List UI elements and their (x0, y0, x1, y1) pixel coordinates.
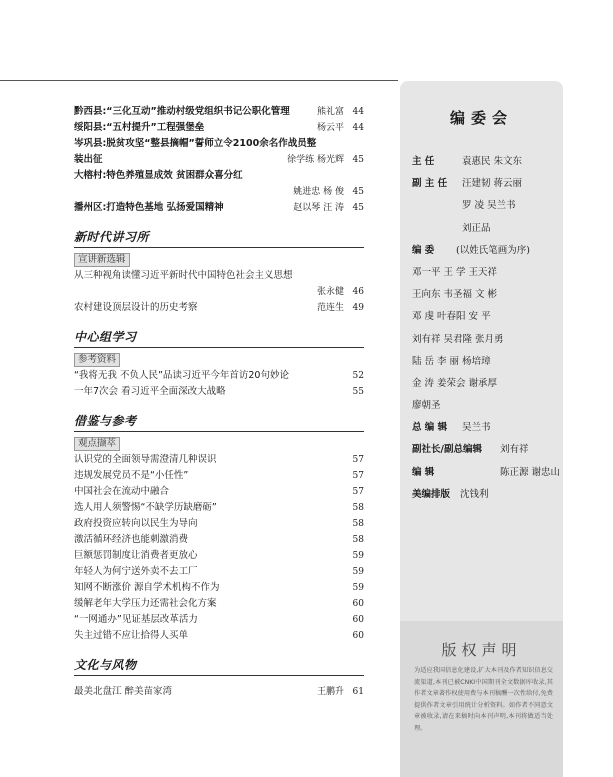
toc-entry-page: 45 (352, 155, 364, 165)
toc-entry-author: 杨云平 (316, 123, 344, 133)
editorial-row (412, 462, 562, 484)
editorial-names: 邓 虔 叶春阳 安 平 (412, 311, 491, 323)
editorial-names: 吴兰书 (462, 422, 491, 434)
editorial-names: 陈正源 谢忠山 (500, 466, 561, 478)
editorial-names: 沈钱利 (460, 488, 489, 500)
editorial-board-list (412, 151, 562, 506)
editorial-role: 编 委 (412, 244, 435, 256)
editorial-row (412, 417, 562, 439)
subsection-tag (74, 436, 364, 452)
editorial-names: 袁惠民 朱文东 (462, 156, 523, 167)
toc-entry-page: 57 (352, 487, 364, 497)
toc-entry[interactable] (74, 184, 364, 200)
toc-entry[interactable] (74, 580, 364, 596)
subsection-tag (74, 252, 364, 268)
copyright-box (400, 621, 563, 777)
editorial-row (412, 173, 562, 195)
toc-entry[interactable] (74, 564, 364, 580)
toc-entry[interactable] (74, 268, 364, 284)
editorial-names: 邓一平 王 学 王天祥 (412, 266, 498, 278)
toc-entry-page: 45 (352, 187, 364, 197)
editorial-names: 王向东 韦圣福 文 彬 (412, 289, 498, 301)
section-heading (74, 325, 364, 348)
toc-entry[interactable] (74, 516, 364, 532)
toc-entry-title: 大榕村:特色养殖显成效 贫困群众喜分红 (74, 170, 243, 181)
toc-entry-title: 中国社会在流动中融合 (74, 486, 170, 497)
editorial-names: 刘正品 (462, 222, 491, 234)
toc-entry-title: 认识党的全面领导需澄清几种误识 (74, 454, 217, 465)
subsection-tag (74, 352, 364, 368)
editorial-row (412, 151, 562, 173)
toc-entry-title: 政府投资应转向以民生为导向 (74, 518, 198, 529)
toc-entry-page: 59 (352, 551, 364, 561)
editorial-names: 廖朝圣 (412, 400, 441, 412)
toc-entry[interactable] (74, 200, 364, 216)
toc-entry[interactable] (74, 532, 364, 548)
copyright-text: 为适应我国信息化建设,扩大本刊及作者知识信息交流渠道,本刊已被CNKI中国期刊全文数据库收录,其作者文章著作权使用费与本刊稿酬一次性给付,免费提供作者文章引用统计分析资料。如作者不同意文章被收录,请在来稿时向本刊声明,本刊将做适当处理。 (414, 667, 553, 732)
toc-entry-author: 王鹏升 (316, 687, 344, 697)
toc-entry-page: 58 (352, 535, 364, 545)
toc-entry-page: 60 (352, 631, 364, 641)
editorial-names: 陆 岳 李 丽 杨培璋 (412, 355, 491, 367)
toc-entry[interactable] (74, 300, 364, 316)
toc-entry-author: 赵以琴 汪 涛 (293, 203, 344, 213)
editorial-row (412, 218, 562, 240)
editorial-role: 美编排版 (412, 488, 451, 500)
editorial-row (412, 439, 562, 461)
toc-entry-title: 岑巩县:脱贫攻坚“整县摘帽”誓师立令2100余名作战员整 (74, 138, 317, 149)
toc-entry[interactable] (74, 484, 364, 500)
toc-entry-page: 58 (352, 519, 364, 529)
toc-entry[interactable] (74, 136, 364, 152)
toc-entry-title: 失主过错不应让拾得人买单 (74, 630, 189, 641)
toc-entry[interactable] (74, 548, 364, 564)
editorial-role: 编 辑 (412, 466, 435, 478)
section-heading (74, 225, 364, 248)
toc-entry-title: 农村建设顶层设计的历史考察 (74, 302, 198, 313)
editorial-role: 副 主 任 (412, 178, 448, 190)
toc-entry-title: 从三种视角读懂习近平新时代中国特色社会主义思想 (74, 270, 293, 281)
toc-entry-page: 57 (352, 455, 364, 465)
toc-entry-page: 60 (352, 599, 364, 609)
section-heading (74, 653, 364, 676)
toc-entry-title: 年轻人为何宁送外卖不去工厂 (74, 566, 198, 577)
toc-entry-page: 61 (352, 687, 364, 697)
toc-entry[interactable] (74, 468, 364, 484)
editorial-board-title: 编委会 (449, 109, 513, 127)
toc-entry[interactable] (74, 684, 364, 700)
toc-entry-author: 张永健 (316, 287, 344, 297)
editorial-role: 副社长/副总编辑 (412, 444, 482, 456)
toc-entry-title: 知网不断涨价 源自学术机构不作为 (74, 582, 220, 593)
editorial-row (412, 284, 562, 306)
toc-entry[interactable] (74, 168, 364, 184)
toc-entry-author: 姚进忠 杨 俊 (293, 187, 344, 197)
toc-entry[interactable] (74, 596, 364, 612)
toc-entry-page: 45 (352, 203, 364, 213)
toc-entry-title: 最美北盘江 醉美苗家湾 (74, 686, 173, 697)
toc-entry-page: 44 (352, 123, 364, 133)
toc-entry-title: 播州区:打造特色基地 弘扬爱国精神 (74, 202, 224, 213)
toc-entry[interactable] (74, 152, 364, 168)
editorial-names: 刘有祥 吴君隆 张月勇 (412, 333, 504, 345)
toc-entry[interactable] (74, 384, 364, 400)
toc-entry-title: 黔西县:“三化互动”推动村级党组织书记公职化管理 (74, 106, 290, 117)
subsection-tag-label: 参考资料 (74, 353, 120, 367)
editorial-row (412, 351, 562, 373)
section-heading (74, 409, 364, 432)
toc-entry-page: 46 (352, 287, 364, 297)
toc-entry-page: 55 (352, 387, 364, 397)
editorial-row (412, 240, 562, 262)
section-heading-label: 文化与风物 (74, 658, 137, 672)
toc-entry-title: 一年7次会 看习近平全面深改大战略 (74, 386, 226, 397)
toc-entry[interactable] (74, 368, 364, 384)
editorial-role: 总 编 辑 (412, 422, 448, 434)
editorial-row (412, 395, 562, 417)
toc-entry-title: 巨额惩罚制度让消费者更放心 (74, 550, 198, 561)
copyright-title: 版权声明 (441, 641, 522, 659)
toc-entry-author: 熊礼富 (316, 107, 344, 117)
toc-entry[interactable] (74, 120, 364, 136)
toc-entry-title: 选人用人须警惕“不缺学历缺磨砺” (74, 502, 217, 513)
subsection-tag-label: 宣讲新选辑 (74, 253, 130, 267)
toc-entry[interactable] (74, 104, 364, 120)
editorial-row (412, 306, 562, 328)
toc-entry-title: 违规发展党员不是“小任性” (74, 470, 189, 481)
editorial-row (412, 373, 562, 395)
editorial-names: 金 涛 姜荣会 谢承厚 (412, 377, 498, 389)
toc-entry-title: 装出征 (74, 154, 103, 165)
toc-entry-author: 范连生 (316, 303, 344, 313)
editorial-role: 主 任 (412, 156, 435, 167)
subsection-tag-label: 观点撷萃 (74, 437, 120, 451)
top-rule (0, 80, 398, 81)
toc-entry[interactable] (74, 628, 364, 644)
toc-entry-author: 徐学练 杨光辉 (287, 155, 344, 165)
toc-entry-page: 44 (352, 107, 364, 117)
toc-entry-title: “我将无我 不负人民”品读习近平今年首访20句妙论 (74, 370, 289, 381)
toc-entry[interactable] (74, 284, 364, 300)
toc-entry-page: 49 (352, 303, 364, 313)
editorial-names: (以姓氏笔画为序) (456, 244, 530, 256)
toc-entry-page: 60 (352, 615, 364, 625)
section-heading-label: 新时代讲习所 (74, 230, 150, 244)
editorial-names: 刘有祥 (500, 444, 529, 456)
table-of-contents (74, 104, 364, 700)
editorial-sidebar (400, 81, 563, 777)
toc-entry-title: “一网通办”见证基层改革活力 (74, 614, 198, 625)
toc-entry-page: 58 (352, 503, 364, 513)
section-heading-label: 中心组学习 (74, 330, 137, 344)
toc-entry[interactable] (74, 452, 364, 468)
editorial-row (412, 195, 562, 217)
toc-entry-page: 52 (352, 371, 364, 381)
toc-entry-page: 57 (352, 471, 364, 481)
editorial-row (412, 329, 562, 351)
editorial-row (412, 262, 562, 284)
toc-entry-page: 59 (352, 583, 364, 593)
toc-entry-title: 缓解老年大学压力还需社会化方案 (74, 598, 217, 609)
toc-entry[interactable] (74, 500, 364, 516)
toc-entry[interactable] (74, 612, 364, 628)
section-heading-label: 借鉴与参考 (74, 414, 137, 428)
toc-entry-title: 激活循环经济也能刺激消费 (74, 534, 189, 545)
toc-entry-title: 绥阳县:“五村提升”工程强堡垒 (74, 122, 205, 133)
toc-entry-page: 59 (352, 567, 364, 577)
editorial-names: 罗 凌 吴兰书 (462, 200, 516, 212)
editorial-names: 汪建韧 蒋云丽 (462, 178, 523, 190)
editorial-row (412, 484, 562, 506)
